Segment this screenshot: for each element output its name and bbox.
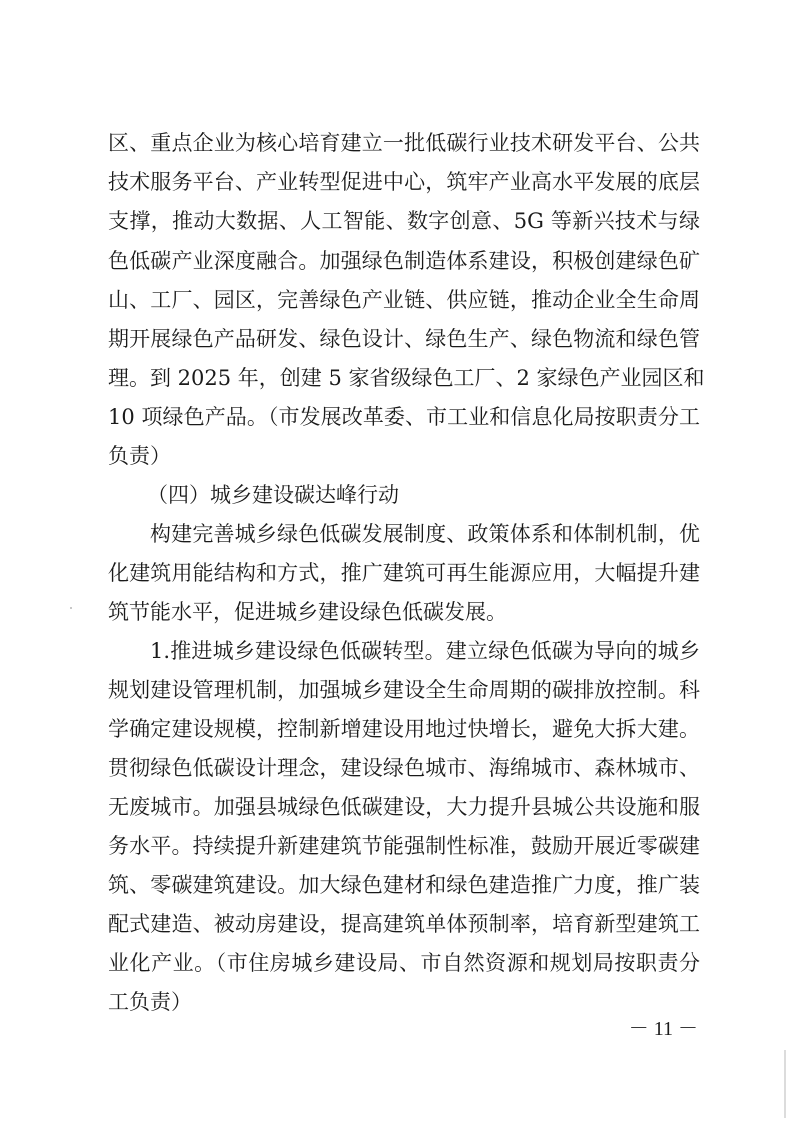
paragraph-line: 支撑，推动大数据、人工智能、数字创意、5G 等新兴技术与绿: [108, 209, 700, 233]
section-heading: （四）城乡建设碳达峰行动: [147, 483, 399, 507]
page-number: － 11 －: [628, 1018, 698, 1040]
scan-speck: [70, 607, 72, 609]
scan-edge-shadow: [784, 1050, 786, 1118]
paragraph-line: 理。到 2025 年，创建 5 家省级绿色工厂、2 家绿色产业园区和: [108, 366, 705, 390]
paragraph-line: 学确定建设规模，控制新增建设用地过快增长，避免大拆大建。: [108, 717, 700, 741]
paragraph-line: 区、重点企业为核心培育建立一批低碳行业技术研发平台、公共: [108, 131, 700, 155]
paragraph-line: 贯彻绿色低碳设计理念，建设绿色城市、海绵城市、森林城市、: [108, 756, 700, 780]
paragraph-line: 工负责）: [108, 990, 192, 1014]
paragraph-line: 化建筑用能结构和方式，推广建筑可再生能源应用，大幅提升建: [108, 561, 700, 585]
paragraph-line: 技术服务平台、产业转型促进中心，筑牢产业高水平发展的底层: [108, 170, 700, 194]
paragraph-line: 10 项绿色产品。（市发展改革委、市工业和信息化局按职责分工: [108, 405, 700, 429]
paragraph-line: 务水平。持续提升新建建筑节能强制性标准，鼓励开展近零碳建: [108, 834, 700, 858]
paragraph-line: 筑节能水平，促进城乡建设绿色低碳发展。: [108, 600, 507, 624]
paragraph-line: 无废城市。加强县城绿色低碳建设，大力提升县城公共设施和服: [108, 795, 700, 819]
paragraph-line: 山、工厂、园区，完善绿色产业链、供应链，推动企业全生命周: [108, 288, 700, 312]
paragraph-line: 规划建设管理机制，加强城乡建设全生命周期的碳排放控制。科: [108, 678, 700, 702]
paragraph-line: 1.推进城乡建设绿色低碳转型。建立绿色低碳为导向的城乡: [150, 639, 700, 663]
paragraph-line: 期开展绿色产品研发、绿色设计、绿色生产、绿色物流和绿色管: [108, 327, 700, 351]
paragraph-line: 筑、零碳建筑建设。加大绿色建材和绿色建造推广力度，推广装: [108, 873, 700, 897]
paragraph-line: 色低碳产业深度融合。加强绿色制造体系建设，积极创建绿色矿: [108, 249, 700, 273]
paragraph-line: 负责）: [108, 444, 171, 468]
paragraph-line: 构建完善城乡绿色低碳发展制度、政策体系和体制机制，优: [150, 522, 700, 546]
paragraph-line: 业化产业。（市住房城乡建设局、市自然资源和规划局按职责分: [108, 951, 700, 975]
paragraph-line: 配式建造、被动房建设，提高建筑单体预制率，培育新型建筑工: [108, 912, 700, 936]
